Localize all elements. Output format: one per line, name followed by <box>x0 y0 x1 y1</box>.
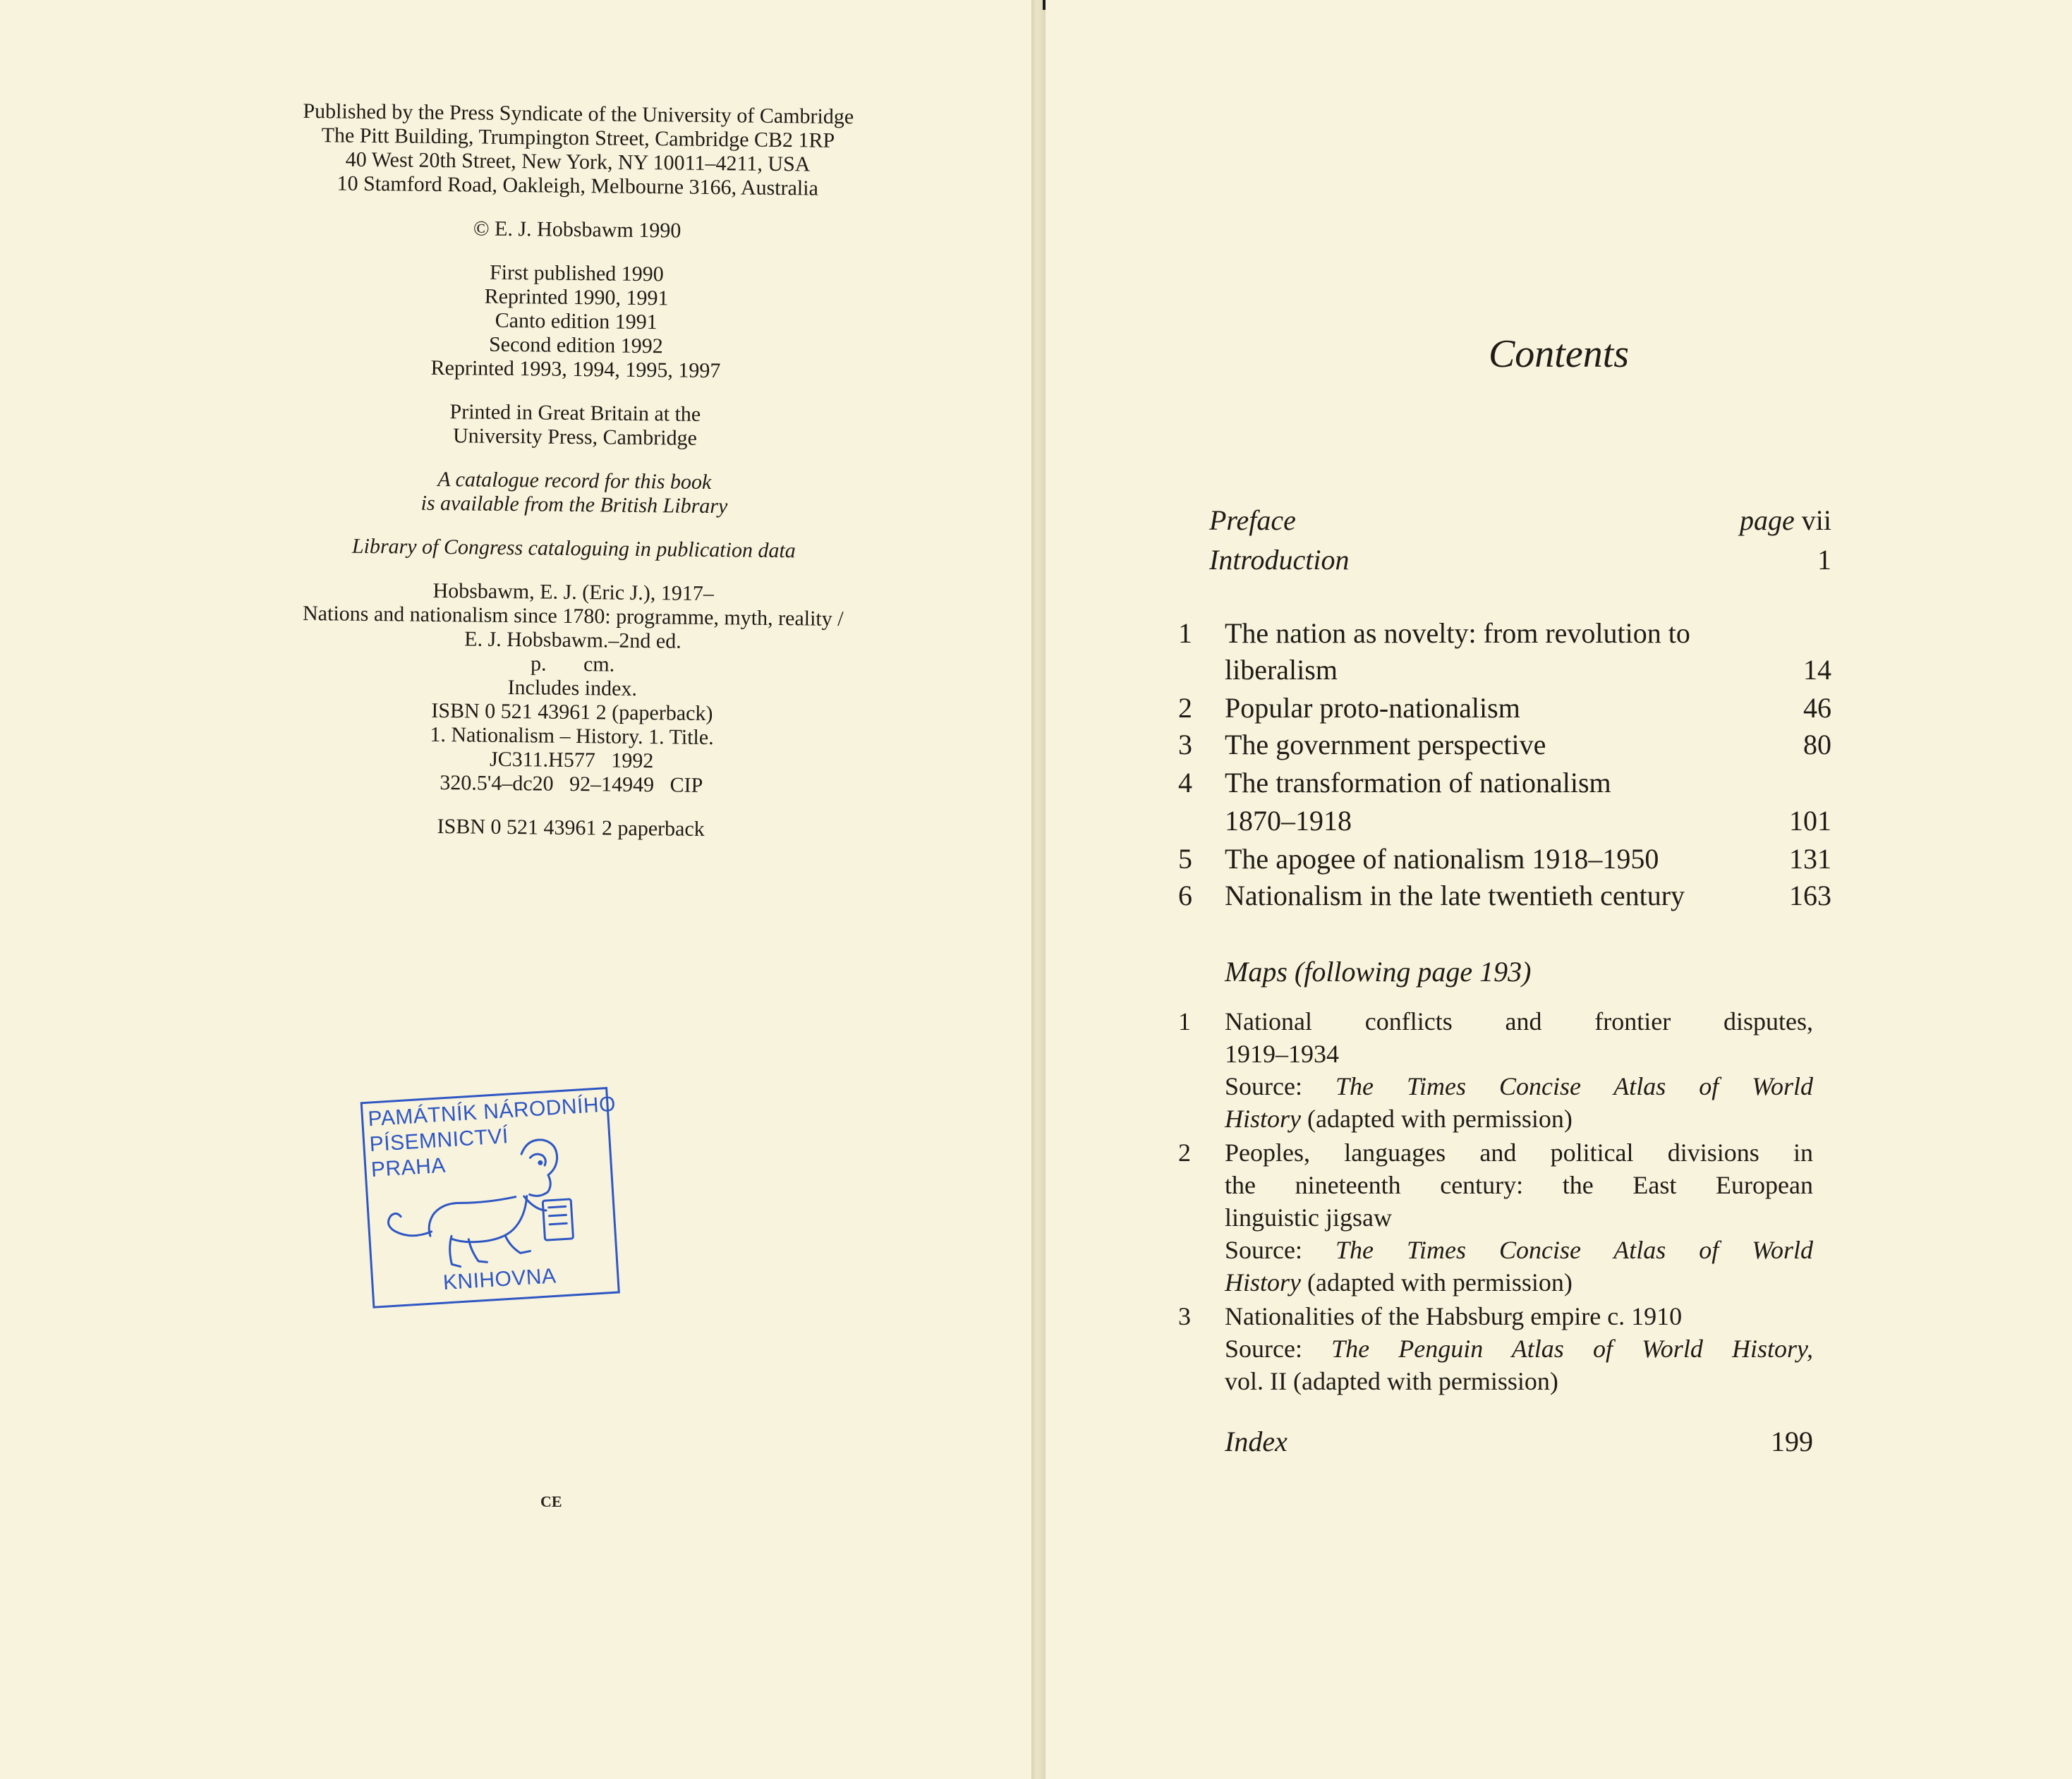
map-line: 1919–1934 <box>1225 1040 1339 1068</box>
toc-chapter <box>1178 690 1831 727</box>
right-page <box>1046 0 2072 1779</box>
stamp-line: PRAHA <box>370 1153 447 1182</box>
publisher-line: 40 West 20th Street, New York, NY 10011–4211, USA <box>345 147 811 176</box>
chapter-title: liberalism <box>1225 654 1338 686</box>
map-source <box>1225 1070 1813 1103</box>
chapter-title: 1870–1918 <box>1225 805 1352 837</box>
cip-line: 320.5'4–dc20 92–14949 CIP <box>440 771 703 797</box>
isbn-line: ISBN 0 521 43961 2 paperback <box>437 814 705 841</box>
chapter-number: 6 <box>1178 880 1192 911</box>
cip-line: 1. Nationalism – History. 1. Title. <box>430 722 714 750</box>
toc-chapter <box>1178 765 1813 803</box>
toc-page: 14 <box>1803 654 1831 686</box>
toc-page: 199 <box>1771 1426 1813 1457</box>
edition-line: Second edition 1992 <box>488 332 663 358</box>
catalogue-line: A catalogue record for this book <box>437 467 712 494</box>
edition-line: Reprinted 1990, 1991 <box>484 284 669 310</box>
cip-data <box>233 577 912 800</box>
map-line: linguistic jigsaw <box>1225 1203 1392 1232</box>
copyright-line: © E. J. Hobsbawm 1990 <box>473 217 681 243</box>
catalogue-line: is available from the British Library <box>420 491 728 518</box>
map-number: 3 <box>1178 1302 1191 1330</box>
isbn-notice <box>232 813 909 844</box>
source-title: History <box>1225 1268 1301 1297</box>
cip-line: Nations and nationalism since 1780: programme, myth, reality / <box>302 601 844 631</box>
source-title: The Times Concise Atlas of World <box>1335 1236 1813 1264</box>
toc-label: Index <box>1225 1426 1288 1457</box>
library-stamp <box>358 1085 622 1311</box>
catalogue-notice <box>236 466 914 521</box>
map-line: the nineteenth century: the East European <box>1225 1171 1813 1199</box>
stamp-footer: KNIHOVNA <box>442 1264 557 1295</box>
loc-heading <box>235 533 912 564</box>
chapter-title: Popular proto-nationalism <box>1225 692 1520 724</box>
toc-page: 1 <box>1817 544 1831 576</box>
book-gutter <box>1031 0 1046 1779</box>
chapter-title: Nationalism in the late twentieth century <box>1225 880 1685 911</box>
edition-history <box>237 258 916 385</box>
contents-title: Contents <box>1488 332 1630 376</box>
source-title: The Penguin Atlas of World History, <box>1331 1335 1813 1363</box>
printer-notice <box>236 398 914 453</box>
toc-page <box>1740 502 1831 539</box>
chapter-number: 1 <box>1178 617 1192 649</box>
toc-entry-introduction <box>1170 542 1831 615</box>
toc-chapter-cont <box>1178 803 1831 841</box>
printer-mark: CE <box>540 1493 562 1510</box>
cip-line: JC311.H577 1992 <box>489 747 654 773</box>
map-entry <box>1178 1136 1813 1299</box>
toc-page: 46 <box>1803 692 1831 724</box>
publisher-line: The Pitt Building, Trumpington Street, Cambridge CB2 1RP <box>321 123 835 152</box>
chapter-number: 4 <box>1178 767 1192 799</box>
loc-heading-line: Library of Congress cataloguing in publication data <box>351 534 796 563</box>
source-suffix: (adapted with permission) <box>1301 1105 1573 1133</box>
stamp-line: PÍSEMNICTVÍ <box>368 1124 509 1157</box>
maps-heading: Maps (following page 193) <box>1225 956 1532 988</box>
cip-line: p. cm. <box>530 652 615 676</box>
map-line: National conflicts and frontier disputes, <box>1225 1007 1813 1036</box>
toc-entry-preface <box>1170 502 1831 542</box>
page-prefix: page <box>1740 504 1795 536</box>
source-prefix: Source: <box>1225 1072 1335 1100</box>
toc-entry-index <box>1225 1425 1860 1458</box>
map-description <box>1225 1300 1813 1397</box>
page-number: vii <box>1801 504 1831 536</box>
map-source <box>1225 1234 1813 1266</box>
edition-line: First published 1990 <box>489 260 664 286</box>
map-line: Nationalities of the Habsburg empire c. 1910 <box>1225 1302 1683 1330</box>
map-source <box>1225 1332 1813 1365</box>
edition-line: Canto edition 1991 <box>495 308 658 334</box>
left-page <box>0 0 1031 1779</box>
cip-line: Includes index. <box>507 676 638 700</box>
chapter-number: 3 <box>1178 729 1192 760</box>
chapter-title: The government perspective <box>1225 729 1546 760</box>
toc-page: 101 <box>1789 805 1831 837</box>
toc-chapter-cont <box>1178 652 1831 690</box>
map-source-cont <box>1225 1103 1813 1135</box>
toc-label: Introduction <box>1209 544 1350 576</box>
contents-list <box>1178 502 1831 914</box>
printer-line: University Press, Cambridge <box>452 424 698 450</box>
map-line: Peoples, languages and political divisions in <box>1225 1139 1813 1167</box>
edition-line: Reprinted 1993, 1994, 1995, 1997 <box>430 356 721 383</box>
map-source-cont <box>1225 1365 1813 1397</box>
printer-line: Printed in Great Britain at the <box>449 400 701 426</box>
imprint-block <box>232 99 917 863</box>
source-suffix: (adapted with permission) <box>1301 1268 1573 1297</box>
stamp-line: PAMÁTNÍK NÁRODNÍHO <box>367 1092 617 1131</box>
maps-list <box>1178 956 1813 1399</box>
source-prefix: Source: <box>1225 1236 1335 1264</box>
cip-line: E. J. Hobsbawm.–2nd ed. <box>464 627 681 653</box>
source-title: History <box>1225 1105 1301 1133</box>
map-source-cont <box>1225 1266 1813 1299</box>
source-prefix: Source: <box>1225 1335 1332 1363</box>
publisher-line: Published by the Press Syndicate of the University of Cambridge <box>303 99 854 129</box>
map-description <box>1225 1136 1813 1299</box>
publisher-address <box>239 99 917 202</box>
chapter-title: The apogee of nationalism 1918–1950 <box>1225 843 1659 875</box>
copyright-notice <box>238 214 916 245</box>
chapter-title: The transformation of nationalism <box>1225 767 1611 799</box>
map-number: 1 <box>1178 1007 1191 1036</box>
chapter-number: 2 <box>1178 692 1192 724</box>
toc-chapter <box>1178 727 1831 765</box>
publisher-line: 10 Stamford Road, Oakleigh, Melbourne 3166, Australia <box>337 171 819 200</box>
map-entry <box>1178 1300 1813 1397</box>
toc-page: 131 <box>1789 843 1831 875</box>
toc-chapter <box>1178 841 1831 878</box>
chapter-number: 5 <box>1178 843 1192 875</box>
source-title: The Times Concise Atlas of World <box>1335 1072 1813 1100</box>
toc-label: Preface <box>1209 504 1296 536</box>
cip-line: ISBN 0 521 43961 2 (paperback) <box>431 698 713 726</box>
toc-page: 163 <box>1789 880 1831 911</box>
toc-chapter <box>1178 615 1813 652</box>
cip-line: Hobsbawm, E. J. (Eric J.), 1917– <box>432 578 715 606</box>
toc-chapter <box>1178 878 1831 914</box>
source-suffix: vol. II (adapted with permission) <box>1225 1367 1558 1395</box>
map-description <box>1225 1005 1813 1135</box>
map-entry <box>1178 1005 1813 1135</box>
map-number: 2 <box>1178 1139 1191 1167</box>
toc-page: 80 <box>1803 729 1831 760</box>
chapter-title: The nation as novelty: from revolution to <box>1225 617 1690 649</box>
